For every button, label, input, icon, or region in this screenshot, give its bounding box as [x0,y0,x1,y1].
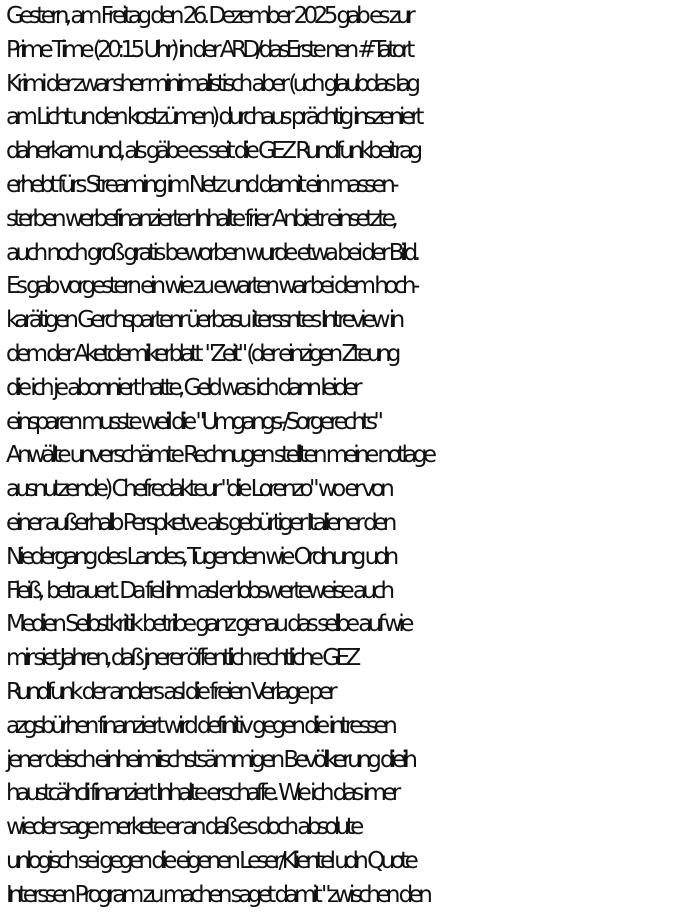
body-text [6,0,684,913]
text-line-6: erhebt fürs Streaming im Netz und damit ein massen- [6,171,395,198]
text-line-23: jener deisch einheimiischstsämmigen Bevölkerung dieih [6,746,414,773]
text-line-10: karätigen Gerchspartenr üerbasu iterssntes Intreview in [6,307,401,334]
text-line-12: die ich je abonniert hatte, Geld was ich dann leider [6,374,359,401]
text-line-5: daherkam und, als gäbe es seit die GEZ Rundfunkbeitrag [6,138,419,165]
text-line-1: Gestern, am Freitag den 26. Dezember 2025 gab es zur [6,3,412,29]
text-line-16: einer außerhalb Perspketve als gebürtiger Italiener den [6,509,393,536]
text-line-4: am Licht un den kostzümen) durchaus prächtig inszeniert [6,104,420,131]
text-line-19: Medien Selbstkritik betribe ganz genau das selbe auf wie [6,611,410,638]
text-line-8: auch noch groß gratis beworben wurde etwa bei der Bild. [6,239,417,266]
text-line-26: unlogisch sei gegen die eigenen Leser/Klientel udn Quote [6,847,415,874]
text-line-2: Prime Time (20:15 Uhr) in der ARD/dasErste nen #Tatort [6,36,411,63]
text-line-20: mir siet Jahren, daß jnerer öffentlich rechtliche GEZ [6,645,357,672]
text-line-7: sterben werbefinanzierter Inhalte frier Anbietr einsetzte, [6,205,395,232]
text-line-18: Fleiß, betrauert. Da fiel ihm asl er lobswerteweise auch [6,577,391,604]
text-line-27: Interssen Program zu machen saget damit "zwischen den [6,881,429,908]
text-line-13: einsparen musste weil die "Umgangs-/Sorgerechts" [6,408,380,435]
text-line-11: dem der Aketdemikerblatt "Zeit" (der einzigen Zteung [6,340,397,367]
text-line-24: haustcähcli finanziert Inhalte erschaffe. Wie ich das imer [6,780,397,807]
text-line-3: Krimi der zwar sher minimalistisch aber (uch glaubdas lag [6,70,417,97]
text-line-21: Rundfunk der anders asl die freien Verlage per [6,678,334,705]
text-line-25: wieder sage merkete er an daß es doch absolute [6,814,360,841]
text-line-22: azgsbürhen finanziert wird definitiv gegen die intressen [6,712,394,739]
text-line-9: Es gab vorgestern ein wie zu ewarten war bei dem hoch- [6,273,416,300]
text-line-15: ausnutzende) Chefredakteur "die Lorenzo" wo er von [6,476,391,503]
text-line-17: Niedergang des Landes, Tugenden wie Ordnung udn [6,543,395,570]
text-line-14: Anwälte unverschämte Rechnugen stellten meine notlage [6,442,433,469]
